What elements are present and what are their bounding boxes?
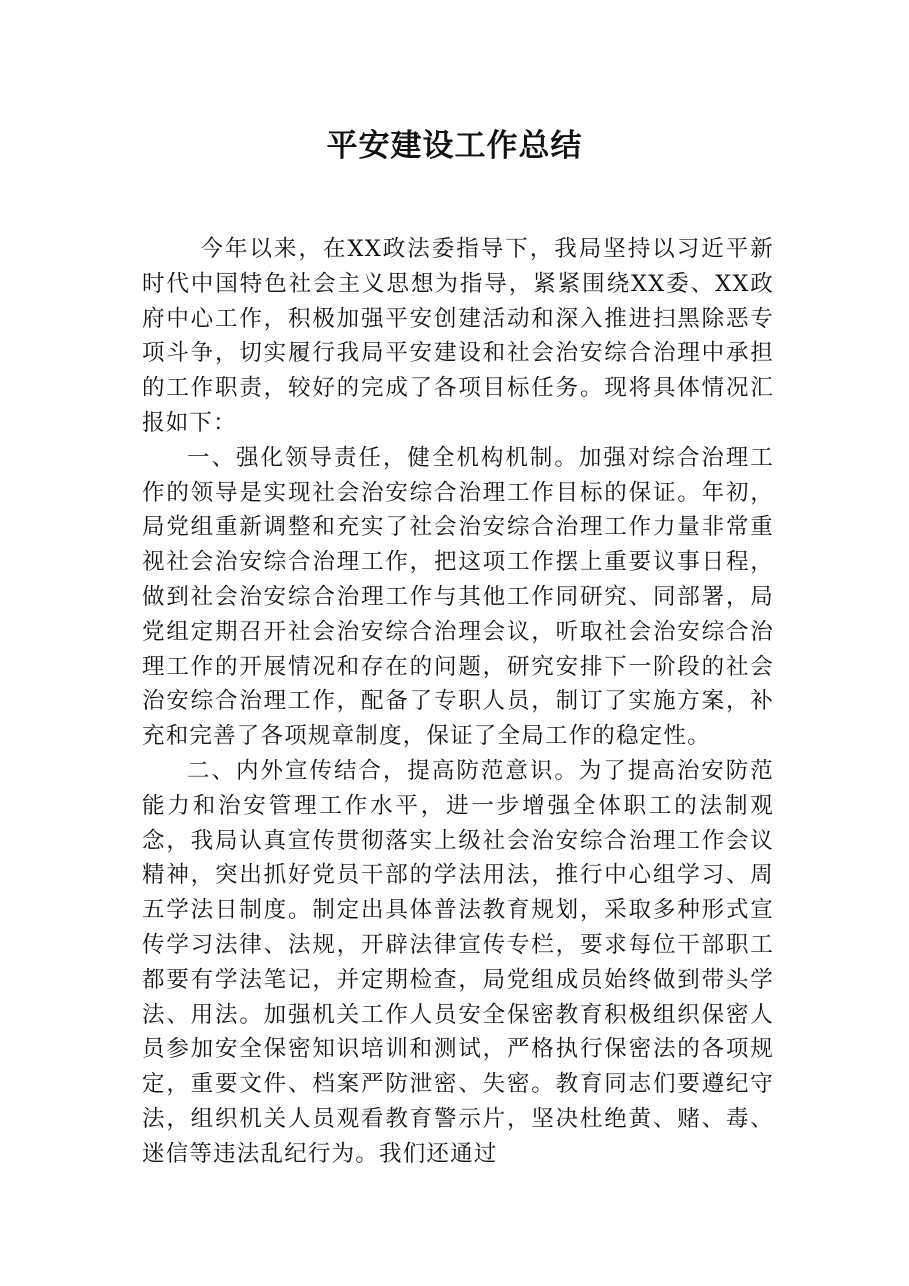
document-title: 平安建设工作总结 [326, 128, 583, 164]
paragraph-section-one: 一、强化领导责任，健全机构机制。加强对综合治理工作的领导是实现社会治安综合治理工作目标的保证。年初，局党组重新调整和充实了社会治安综合治理工作力量非常重视社会治安综合治理工作，把这项工作摆上重要议事日程，做到社会治安综合治理工作与其他工作同研究、同部署，局党组定期召开社会治安综合治理会议，听取社会治安综合治理工作的开展情况和存在的问题，研究安排下一阶段的社会治安综合治理工作，配备了专职人员，制订了实施方案，补充和完善了各项规章制度，保证了全局工作的稳定性。 [142, 444, 774, 750]
paragraph-section-two: 二、内外宣传结合，提高防范意识。为了提高治安防范能力和治安管理工作水平，进一步增强全体职工的法制观念，我局认真宣传贯彻落实上级社会治安综合治理工作会议精神，突出抓好党员干部的学法用法，推行中心组学习、周五学法日制度。制定出具体普法教育规划，采取多种形式宣传学习法律、法规，开辟法律宣传专栏，要求每位干部职工都要有学法笔记，并定期检查，局党组成员始终做到带头学法、用法。加强机关工作人员安全保密教育积极组织保密人员参加安全保密知识培训和测试，严格执行保密法的各项规定，重要文件、档案严防泄密、失密。教育同志们要遵纪守法，组织机关人员观看教育警示片，坚决杜绝黄、赌、毒、迷信等违法乱纪行为。我们还通过 [142, 757, 774, 1167]
document-body [142, 232, 774, 1172]
paragraph-intro: 今年以来，在XX政法委指导下，我局坚持以习近平新时代中国特色社会主义思想为指导，紧紧围绕XX委、XX政府中心工作，积极加强平安创建活动和深入推进扫黑除恶专项斗争，切实履行我局平安建设和社会治安综合治理中承担的工作职责，较好的完成了各项目标任务。现将具体情况汇报如下： [142, 236, 774, 436]
